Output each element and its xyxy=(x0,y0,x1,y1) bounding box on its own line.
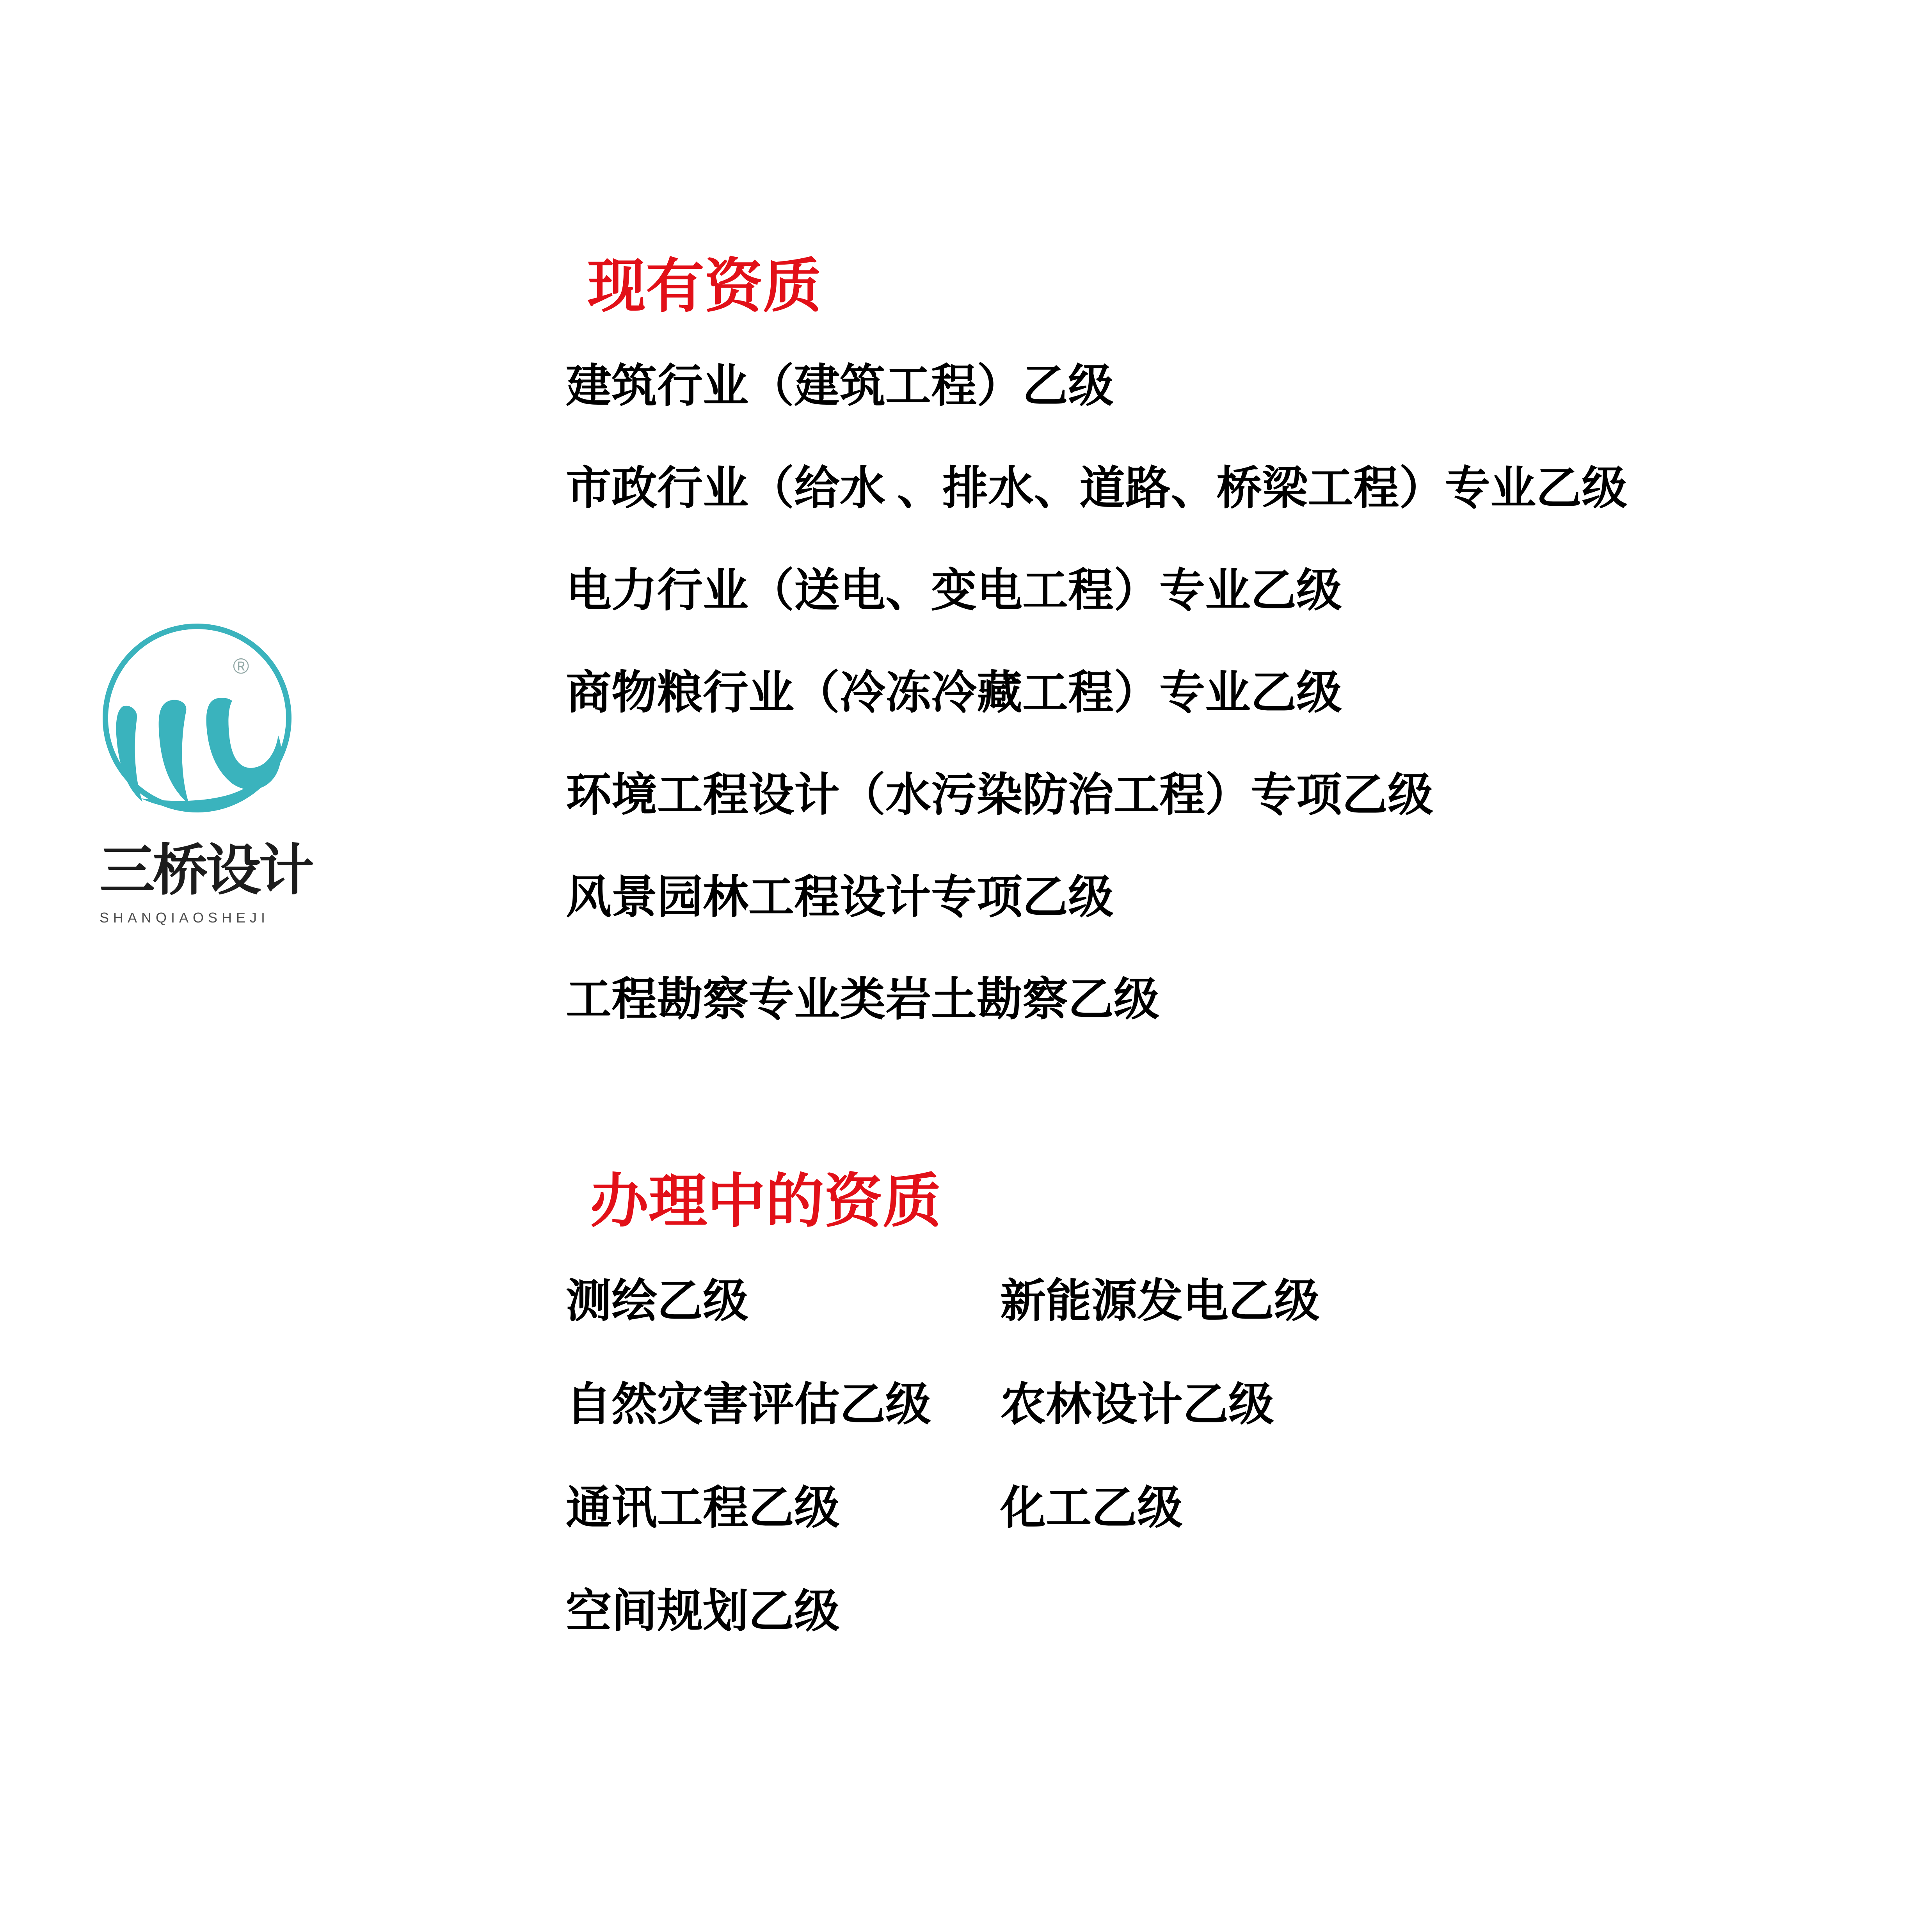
qualification-item: 空间规划乙级 xyxy=(566,1587,840,1637)
qualification-item: 测绘乙级 xyxy=(566,1276,749,1327)
in-progress-list-left-column xyxy=(566,1250,931,1664)
registered-trademark-icon: ® xyxy=(233,654,249,678)
company-logo xyxy=(100,620,318,925)
section-title-existing-qualifications: 现有资质 xyxy=(587,254,822,319)
qualification-item: 通讯工程乙级 xyxy=(566,1483,840,1534)
qualification-item: 新能源发电乙级 xyxy=(1000,1276,1320,1327)
qualification-item: 工程勘察专业类岩土勘察乙级 xyxy=(566,975,1160,1025)
qualification-item: 农林设计乙级 xyxy=(1000,1380,1274,1430)
qualification-item: 环境工程设计（水污染防治工程）专项乙级 xyxy=(566,770,1434,821)
company-name-cn: 三桥设计 xyxy=(100,839,312,901)
existing-qualifications-list xyxy=(566,336,1627,1051)
qualification-item: 电力行业（送电、变电工程）专业乙级 xyxy=(566,566,1342,616)
qualification-item: 风景园林工程设计专项乙级 xyxy=(566,873,1114,923)
qualification-item: 市政行业（给水 、排水、道路、桥梁工程）专业乙级 xyxy=(566,464,1628,514)
qualification-item: 商物粮行业（冷冻冷藏工程）专业乙级 xyxy=(566,668,1342,718)
section-title-in-progress-qualifications: 办理中的资质 xyxy=(590,1170,942,1234)
qualification-item: 建筑行业（建筑工程）乙级 xyxy=(566,361,1114,412)
qualification-item: 自然灾害评估乙级 xyxy=(566,1380,931,1430)
company-name-en: SHANQIAOSHEJI xyxy=(100,910,270,926)
in-progress-list-right-column xyxy=(1000,1250,1320,1560)
qualification-item: 化工乙级 xyxy=(1000,1483,1183,1534)
wave-logo-icon xyxy=(100,620,295,816)
